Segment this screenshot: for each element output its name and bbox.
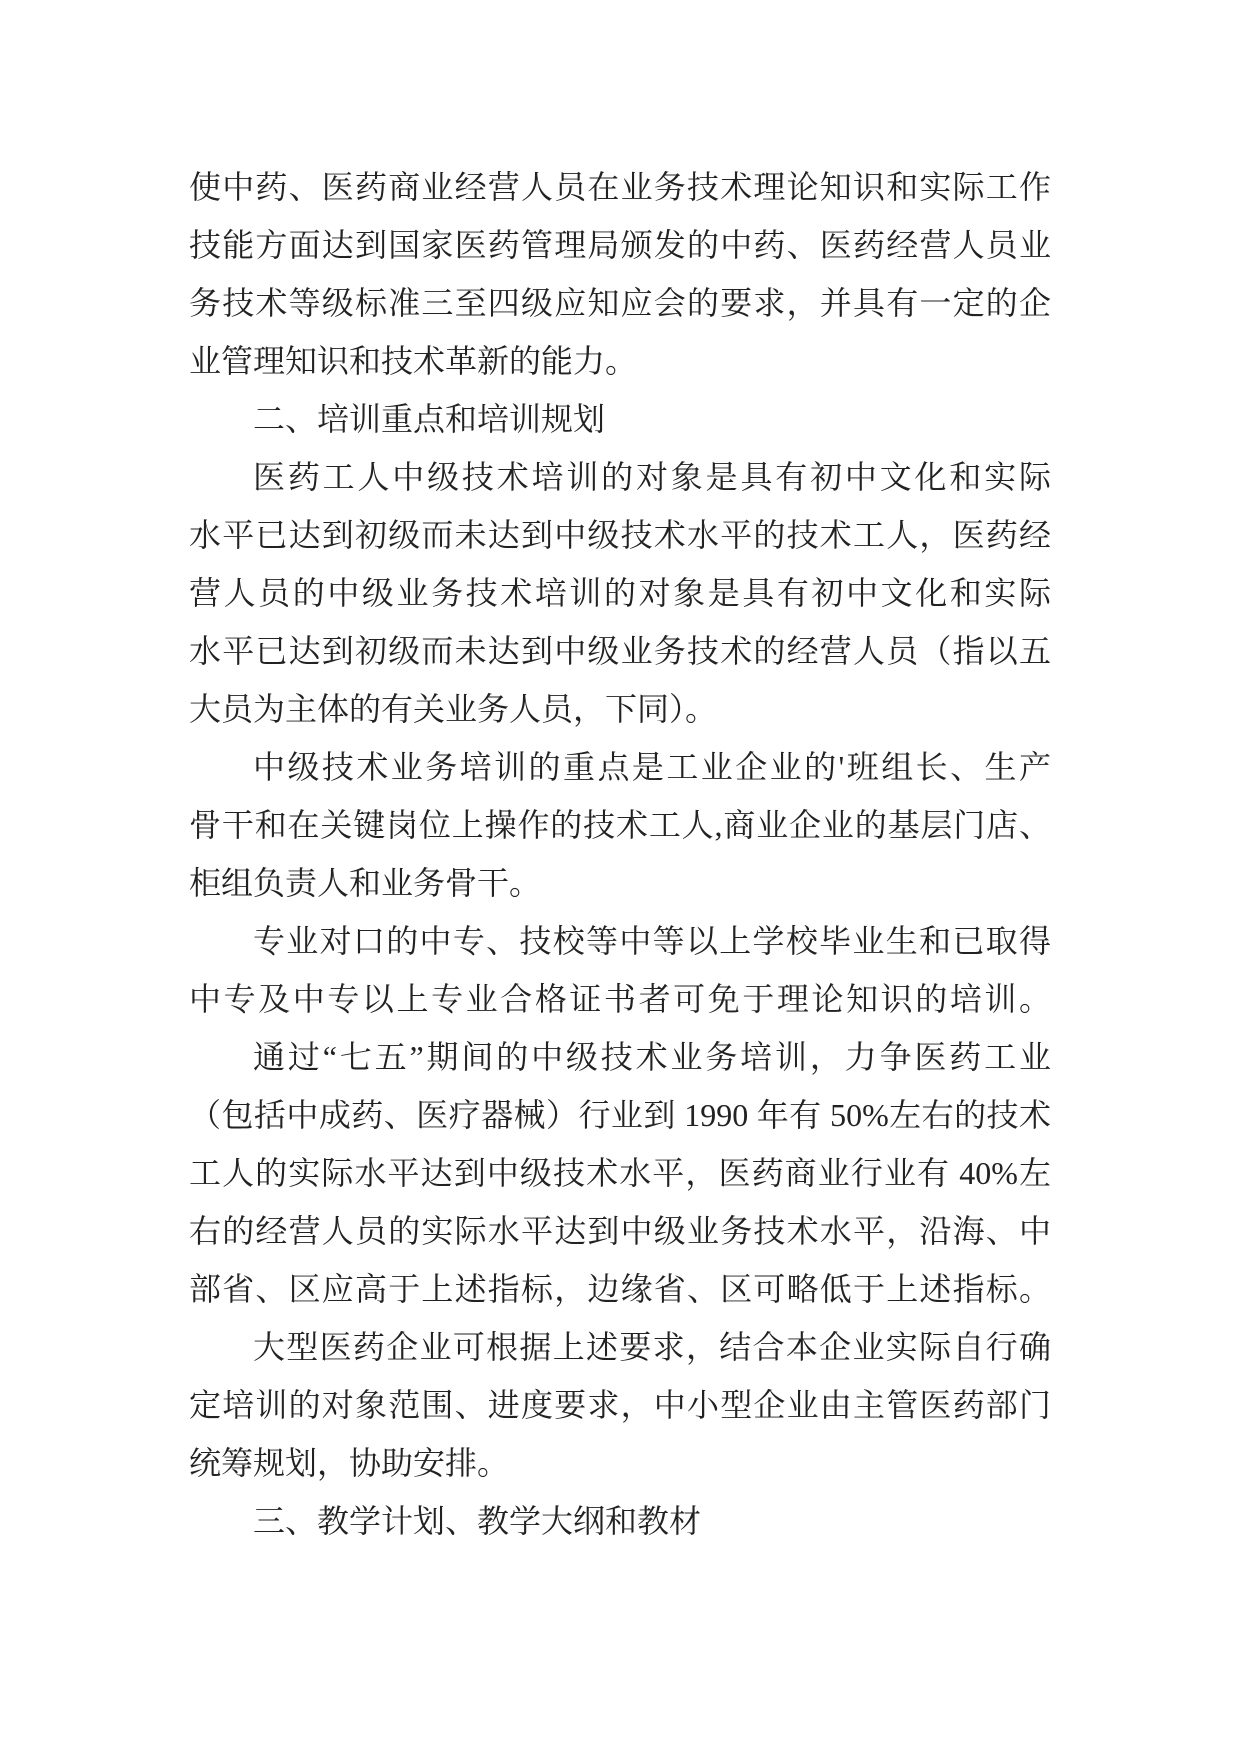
text-line: 定培训的对象范围、进度要求，中小型企业由主管医药部门 xyxy=(189,1387,1051,1423)
text-line: 中专及中专以上专业合格证书者可免于理论知识的培训。 xyxy=(189,981,1051,1017)
text-line: 业管理知识和技术革新的能力。 xyxy=(189,343,638,379)
text-line: 工人的实际水平达到中级技术水平，医药商业行业有 40%左 xyxy=(189,1155,1051,1191)
text-line: 水平已达到初级而未达到中级技术水平的技术工人，医药经 xyxy=(189,517,1051,553)
text-line: 医药工人中级技术培训的对象是具有初中文化和实际 xyxy=(253,459,1051,495)
text-line: 大型医药企业可根据上述要求，结合本企业实际自行确 xyxy=(253,1329,1051,1365)
text-line: 通过“七五”期间的中级技术业务培训，力争医药工业 xyxy=(253,1039,1051,1075)
text-line: 柜组负责人和业务骨干。 xyxy=(189,865,542,901)
text-line: 务技术等级标准三至四级应知应会的要求，并具有一定的企 xyxy=(189,285,1051,321)
text-line: 右的经营人员的实际水平达到中级业务技术水平，沿海、中 xyxy=(189,1213,1051,1249)
text-line: 骨干和在关键岗位上操作的技术工人,商业企业的基层门店、 xyxy=(189,807,1051,843)
section-heading-3: 三、教学计划、教学大纲和教材 xyxy=(253,1503,702,1539)
text-line: 大员为主体的有关业务人员，下同）。 xyxy=(189,691,718,727)
section-heading-2: 二、培训重点和培训规划 xyxy=(253,401,606,437)
text-line: 专业对口的中专、技校等中等以上学校毕业生和已取得 xyxy=(253,923,1051,959)
document-body xyxy=(189,158,1051,1550)
text-line: 水平已达到初级而未达到中级业务技术的经营人员（指以五 xyxy=(189,633,1051,669)
text-line: 使中药、医药商业经营人员在业务技术理论知识和实际工作 xyxy=(189,169,1051,205)
text-line: 统筹规划，协助安排。 xyxy=(189,1445,510,1481)
text-line: 技能方面达到国家医药管理局颁发的中药、医药经营人员业 xyxy=(189,227,1051,263)
text-line: 中级技术业务培训的重点是工业企业的'班组长、生产 xyxy=(253,749,1051,785)
text-line: 营人员的中级业务技术培训的对象是具有初中文化和实际 xyxy=(189,575,1051,611)
text-line: 部省、区应高于上述指标，边缘省、区可略低于上述指标。 xyxy=(189,1271,1051,1307)
text-line: （包括中成药、医疗器械）行业到 1990 年有 50%左右的技术 xyxy=(189,1097,1051,1133)
